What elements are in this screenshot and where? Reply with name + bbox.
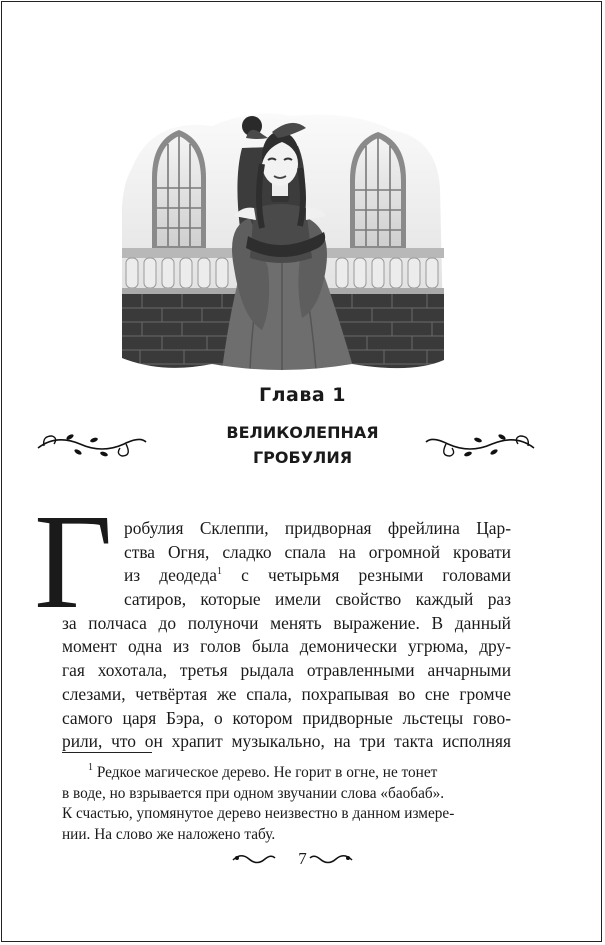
page-number-right-ornament — [308, 852, 354, 866]
footnote-text: Редкое магическое дерево. Не горит в огне, не тонет — [96, 764, 438, 781]
footnote-line: нии. На слово же наложено табу. — [62, 825, 276, 843]
text-line: гая хохотала, третья рыдала отравленными анчарными — [62, 660, 511, 681]
text-line: слезами, четвёртая же спала, похрапывая во сне громче — [62, 683, 511, 704]
text-fragment: с четырьмя резными головами — [241, 565, 511, 586]
left-flourish-ornament — [36, 426, 148, 462]
text-fragment: из деодеда — [124, 565, 217, 586]
footnote-line — [62, 763, 511, 784]
footnote-ref: 1 — [216, 566, 222, 578]
page-number: 7 — [298, 849, 307, 868]
footnote-line: в воде, но взрывается при одном звучании слова «баобаб». — [62, 784, 445, 802]
text-line: ства Огня, сладко спала на огромной кровати — [124, 541, 511, 562]
body-text — [62, 517, 511, 754]
right-window — [350, 132, 406, 248]
text-line: сатиров, которые имели свойство каждый раз — [124, 589, 511, 610]
text-line — [62, 564, 511, 588]
footnote-marker: 1 — [88, 762, 93, 773]
text-line: момент одна из голов была демонически угрюма, дру- — [62, 636, 511, 657]
right-flourish-ornament — [424, 426, 536, 462]
footnote-rule — [62, 752, 152, 753]
text-line: самого царя Бэра, о котором придворные льстецы гово- — [62, 707, 511, 728]
text-line: за полчаса до полуночи менять выражение. В данный — [62, 612, 511, 633]
left-window — [152, 130, 206, 248]
chapter-title-line: ГРОБУЛИЯ — [252, 448, 353, 467]
chapter-illustration — [122, 108, 444, 370]
chapter-number: Глава 1 — [258, 384, 347, 406]
footnote-line: К счастью, упомянутое дерево неизвестно в данном измере- — [62, 805, 455, 822]
drop-cap: Г — [34, 487, 113, 637]
text-line: робулия Склеппи, придворная фрейлина Цар- — [124, 518, 511, 538]
text-line: рили, что он храпит музыкально, на три такта исполняя — [62, 731, 511, 752]
footnote — [62, 763, 511, 845]
chapter-title-line: ВЕЛИКОЛЕПНАЯ — [226, 423, 379, 442]
